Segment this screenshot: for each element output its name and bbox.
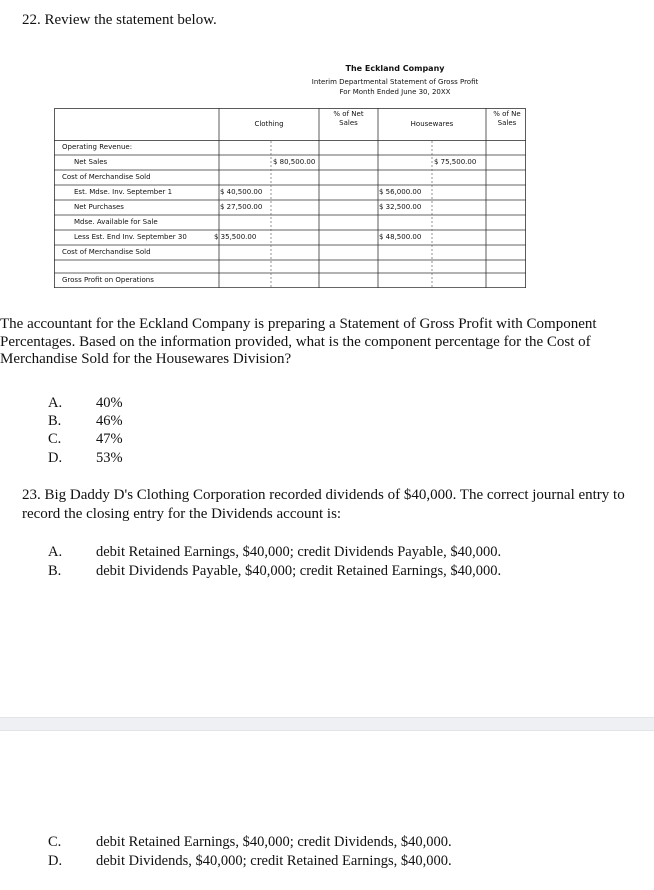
clothing-purchases: $ 27,500.00 [220,203,263,211]
header-pct-net-sales-1 [319,110,378,128]
q22-option-d-letter: D. [48,450,63,466]
housewares-net-sales: $ 75,500.00 [434,158,477,166]
row-est-inv-sept1: Est. Mdse. Inv. September 1 [74,188,173,196]
header-pct2-line2: Sales [497,119,517,127]
housewares-purchases: $ 32,500.00 [379,203,422,211]
row-gross-profit: Gross Profit on Operations [62,276,154,284]
row-operating-revenue: Operating Revenue: [62,143,133,151]
row-less-est-end: Less Est. End Inv. September 30 [74,233,187,241]
row-mdse-available: Mdse. Available for Sale [74,218,158,226]
q22-option-b-text[interactable]: 46% [96,413,123,429]
housewares-end-inv: $ 48,500.00 [379,233,422,241]
header-clothing: Clothing [254,120,284,128]
question-22-text: The accountant for the Eckland Company is preparing a Statement of Gross Profit with Component Percentages. Based on the information provided, what is the component percentage for the Cost of Merchandise Sold for the Housewares Division? [0,316,597,367]
row-cost-of-merch: Cost of Merchandise Sold [62,173,151,181]
q23-option-b-text[interactable]: debit Dividends Payable, $40,000; credit Retained Earnings, $40,000. [96,563,502,579]
row-cost-of-merch-total: Cost of Merchandise Sold [62,248,151,256]
header-pct2-line1: % of Ne [493,110,521,118]
row-net-purchases: Net Purchases [74,203,124,211]
q23-option-a-letter: A. [48,544,63,560]
q22-option-b-letter: B. [48,413,62,429]
clothing-est-inv: $ 40,500.00 [220,188,263,196]
statement-company: The Eckland Company [345,64,445,73]
statement-period: For Month Ended June 30, 20XX [339,88,451,96]
q22-option-a-letter: A. [48,395,63,411]
q22-option-c-letter: C. [48,431,62,447]
q22-option-d-text[interactable]: 53% [96,450,123,466]
q23-option-d-letter: D. [48,853,63,869]
header-pct1-line1: % of Net [333,110,364,118]
q23-option-a-text[interactable]: debit Retained Earnings, $40,000; credit Dividends Payable, $40,000. [96,544,502,560]
q22-option-a-text[interactable]: 40% [96,395,123,411]
q23-option-d-text[interactable]: debit Dividends, $40,000; credit Retained Earnings, $40,000. [96,853,452,869]
q23-option-c-text[interactable]: debit Retained Earnings, $40,000; credit Dividends, $40,000. [96,834,452,850]
q22-option-c-text[interactable]: 47% [96,431,123,447]
question-22-title: 22. Review the statement below. [22,12,217,28]
header-pct1-line2: Sales [339,119,358,127]
header-pct-net-sales-2 [488,110,526,128]
housewares-est-inv: $ 56,000.00 [379,188,422,196]
q23-option-b-letter: B. [48,563,62,579]
clothing-net-sales: $ 80,500.00 [273,158,316,166]
question-23-text: 23. Big Daddy D's Clothing Corporation recorded dividends of $40,000. The correct journal entry to record the closing entry for the Dividends account is: [22,487,625,522]
header-housewares: Housewares [410,120,454,128]
page-divider [0,717,654,731]
statement-table [54,108,526,288]
clothing-end-inv: $ 35,500.00 [214,233,257,241]
statement-title: Interim Departmental Statement of Gross Profit [311,78,479,86]
q23-option-c-letter: C. [48,834,62,850]
row-net-sales: Net Sales [74,158,108,166]
